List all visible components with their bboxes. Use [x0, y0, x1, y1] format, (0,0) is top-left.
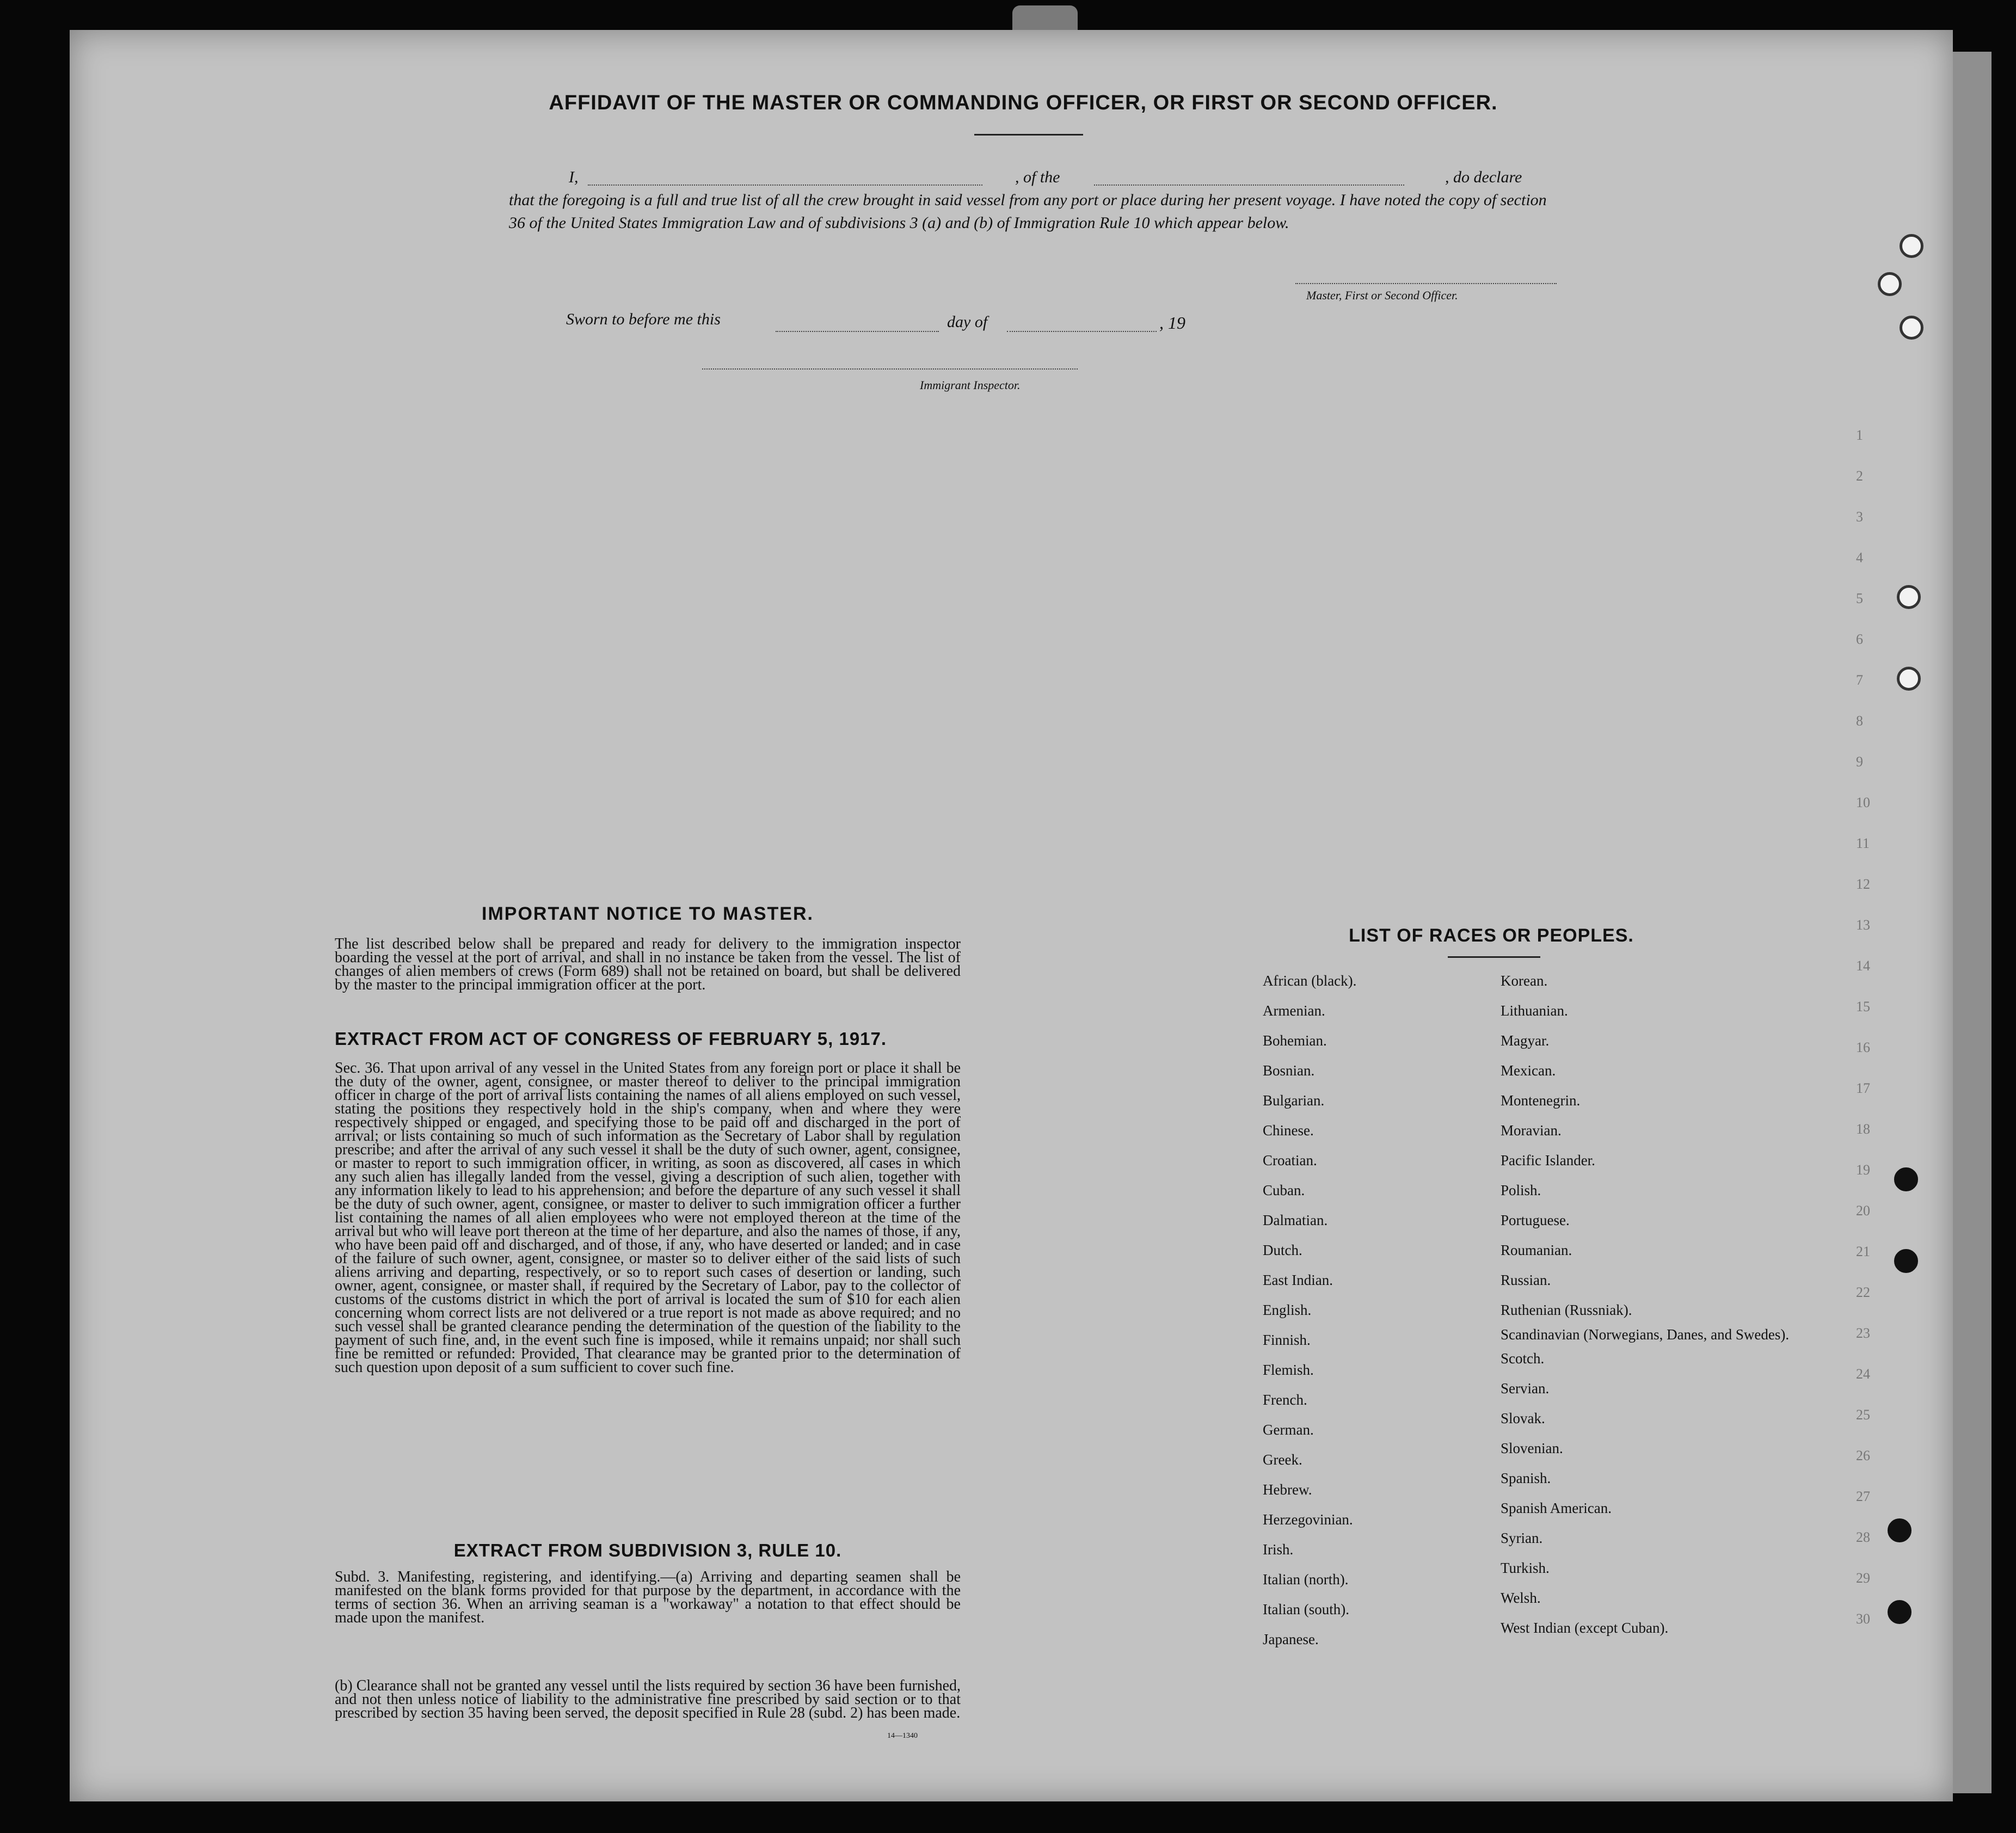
- margin-row-number: 4: [1856, 550, 1863, 565]
- margin-row-number: 20: [1856, 1203, 1870, 1219]
- inspector-signature-line: [702, 367, 1078, 370]
- margin-row-number: 1: [1856, 427, 1863, 443]
- margin-row-number: 27: [1856, 1488, 1870, 1504]
- race-item: Lithuanian.: [1501, 1002, 1568, 1019]
- punch-hole: [1900, 316, 1923, 340]
- margin-row-number: 15: [1856, 999, 1870, 1014]
- act-extract-heading: EXTRACT FROM ACT OF CONGRESS OF FEBRUARY 5, 1917.: [335, 1029, 887, 1049]
- race-item: Mexican.: [1501, 1062, 1556, 1079]
- races-rule: [1448, 956, 1540, 958]
- margin-row-number: 29: [1856, 1570, 1870, 1586]
- race-item: Bulgarian.: [1263, 1092, 1325, 1109]
- race-item: Servian.: [1501, 1380, 1550, 1397]
- margin-row-number: 23: [1856, 1325, 1870, 1341]
- punch-hole: [1894, 1167, 1918, 1191]
- margin-row-number: 17: [1856, 1080, 1870, 1096]
- margin-row-number: 30: [1856, 1611, 1870, 1627]
- margin-row-number: 9: [1856, 754, 1863, 770]
- name-line: [588, 184, 982, 186]
- race-item: Roumanian.: [1501, 1242, 1572, 1258]
- notice-text: The list described below shall be prepared and ready for delivery to the immigration inspector boarding the vessel at the port of arrival, and shall in no instance be taken from the vessel. The list of changes of alien members of crews (Form 689) shall not be retained on board, but shall be delivered by the master to the principal immigration officer at the port.: [335, 936, 961, 993]
- race-item: Magyar.: [1501, 1032, 1550, 1049]
- punch-hole: [1894, 1249, 1918, 1273]
- margin-row-number: 26: [1856, 1448, 1870, 1463]
- punch-hole: [1897, 667, 1921, 691]
- form-number: 14—1340: [887, 1732, 918, 1740]
- race-item: Chinese.: [1263, 1122, 1314, 1139]
- race-item: East Indian.: [1263, 1272, 1333, 1288]
- race-item: Slovak.: [1501, 1410, 1545, 1426]
- margin-row-number: 21: [1856, 1244, 1870, 1259]
- do-declare-label: , do declare: [1445, 168, 1522, 186]
- section-36-text: Sec. 36. That upon arrival of any vessel in the United States from any foreign port or place it shall be the duty of the owner, agent, consignee, or master thereof to deliver to the principal immigration officer in charge of the port of arrival lists containing the names of all aliens employed on such vessel, stating the positions they respectively hold in the ship's company, when and where they were respectively shipped or engaged, and specifying those to be paid off and discharged in the port of arrival; or lists containing so much of such information as the Secretary of Labor shall by regulation prescribe; and after the arrival of any such vessel it shall be the duty of such owner, agent, consignee, or master to report to such immigration officer, in writing, as soon as discovered, all cases in which any such alien has illegally landed from the vessel, giving a description of such alien, together with any information likely to lead to his apprehension; and before the departure of any such vessel it shall be the duty of such owner, agent, consignee, or master to deliver to such immigration officer a further list containing the names of all alien employees who were not employed thereon at the time of the arrival but who will leave port thereon at the time of her departure, and also the names of those, if any, who have been paid off and discharged, and of those, if any, who have deserted or landed; and in case of the failure of such owner, agent, consignee, or master so to deliver either of the said lists of such aliens arriving and departing, respectively, or so to report such cases of desertion or landing, such owner, agent, consignee, or master shall, if required by the Secretary of Labor, pay to the collector of customs of the customs district in which the port of arrival is located the sum of $10 for each alien concerning whom correct lists are not delivered or a true report is not made as above required; and no such vessel shall be granted clearance pending the determination of the question of the liability to the payment of such fine, and, in the event such fine is imposed, while it remains unpaid; nor shall such fine be remitted or refunded: Provided, That clearance may be granted prior to the determination of such question upon deposit of a sum sufficient to cover such fine.: [335, 1060, 961, 1376]
- punch-hole: [1900, 234, 1923, 258]
- race-item: Scandinavian (Norwegians, Danes, and Swedes).: [1501, 1326, 1790, 1343]
- races-column-1: [1263, 966, 1356, 1654]
- punch-hole: [1888, 1600, 1911, 1624]
- year-label: , 19: [1159, 313, 1185, 333]
- races-column-2: [1501, 966, 1789, 1643]
- day-of-label: day of: [947, 313, 988, 331]
- margin-row-number: 22: [1856, 1284, 1870, 1300]
- sworn-day-line: [776, 330, 939, 332]
- margin-row-number: 12: [1856, 876, 1870, 892]
- race-item: Cuban.: [1263, 1182, 1305, 1198]
- vessel-line: [1094, 184, 1404, 186]
- punch-hole: [1888, 1518, 1911, 1542]
- race-item: Greek.: [1263, 1451, 1302, 1468]
- margin-row-number: 13: [1856, 917, 1870, 933]
- race-item: English.: [1263, 1302, 1312, 1318]
- affidavit-first-line: [509, 166, 1554, 189]
- margin-row-number: 10: [1856, 795, 1870, 810]
- master-signature-label: Master, First or Second Officer.: [1306, 288, 1458, 302]
- race-item: Hebrew.: [1263, 1481, 1312, 1498]
- affidavit-block: [509, 166, 1554, 235]
- sworn-label: Sworn to before me this: [566, 310, 721, 328]
- race-item: Slovenian.: [1501, 1440, 1563, 1456]
- master-signature-line: [1295, 282, 1557, 284]
- race-item: Flemish.: [1263, 1362, 1314, 1378]
- race-item: Moravian.: [1501, 1122, 1562, 1139]
- race-item: French.: [1263, 1392, 1307, 1408]
- race-item: Dutch.: [1263, 1242, 1302, 1258]
- subdivision-3b-text: (b) Clearance shall not be granted any vessel until the lists required by section 36 have been furnished, and not then unless notice of liability to the administrative fine prescribed by said section or to that prescribed by section 35 having been served, the deposit specified in Rule 28 (subd. 2) has been made.: [335, 1677, 961, 1721]
- margin-row-number: 14: [1856, 958, 1870, 974]
- race-item: West Indian (except Cuban).: [1501, 1620, 1669, 1636]
- i-label: I,: [569, 168, 579, 186]
- race-item: Croatian.: [1263, 1152, 1317, 1168]
- race-item: Italian (north).: [1263, 1571, 1349, 1588]
- margin-row-number: 5: [1856, 591, 1863, 606]
- race-item: Pacific Islander.: [1501, 1152, 1595, 1168]
- race-item: Scotch.: [1501, 1350, 1545, 1367]
- margin-row-number: 18: [1856, 1121, 1870, 1137]
- margin-row-number: 6: [1856, 631, 1863, 647]
- race-item: Finnish.: [1263, 1332, 1311, 1348]
- race-item: Herzegovinian.: [1263, 1511, 1353, 1528]
- race-item: Russian.: [1501, 1272, 1551, 1288]
- race-item: Syrian.: [1501, 1530, 1543, 1546]
- punch-hole: [1878, 272, 1902, 296]
- margin-row-number: 24: [1856, 1366, 1870, 1382]
- race-item: Bohemian.: [1263, 1032, 1327, 1049]
- race-item: German.: [1263, 1422, 1314, 1438]
- rule-extract-heading: EXTRACT FROM SUBDIVISION 3, RULE 10.: [453, 1540, 842, 1560]
- margin-row-number: 28: [1856, 1529, 1870, 1545]
- margin-row-number: 11: [1856, 835, 1870, 851]
- margin-row-number: 16: [1856, 1039, 1870, 1055]
- race-item: Ruthenian (Russniak).: [1501, 1302, 1632, 1318]
- margin-row-number: 8: [1856, 713, 1863, 729]
- race-item: Spanish.: [1501, 1470, 1551, 1486]
- inspector-label: Immigrant Inspector.: [920, 378, 1021, 392]
- race-item: Korean.: [1501, 973, 1548, 989]
- title-rule: [974, 134, 1083, 136]
- race-item: Dalmatian.: [1263, 1212, 1328, 1228]
- notice-heading: IMPORTANT NOTICE TO MASTER.: [482, 903, 814, 924]
- margin-row-number: 25: [1856, 1407, 1870, 1423]
- race-item: Armenian.: [1263, 1002, 1325, 1019]
- race-item: Welsh.: [1501, 1590, 1541, 1606]
- month-line: [1007, 330, 1157, 332]
- races-heading: LIST OF RACES OR PEOPLES.: [1349, 925, 1634, 946]
- race-item: Portuguese.: [1501, 1212, 1570, 1228]
- race-item: Polish.: [1501, 1182, 1541, 1198]
- race-item: Bosnian.: [1263, 1062, 1315, 1079]
- race-item: African (black).: [1263, 973, 1357, 989]
- race-item: Montenegrin.: [1501, 1092, 1581, 1109]
- margin-row-number: 7: [1856, 672, 1863, 688]
- affidavit-body: that the foregoing is a full and true list of all the crew brought in said vessel from any port or place during her present voyage. I have noted the copy of section 36 of the United States Immigration Law and of subdivisions 3 (a) and (b) of Immigration Rule 10 which appear below.: [509, 191, 1547, 232]
- race-item: Italian (south).: [1263, 1601, 1349, 1617]
- affidavit-title: AFFIDAVIT OF THE MASTER OR COMMANDING OFFICER, OR FIRST OR SECOND OFFICER.: [549, 91, 1498, 114]
- race-item: Irish.: [1263, 1541, 1294, 1558]
- margin-row-number: 19: [1856, 1162, 1870, 1178]
- race-item: Turkish.: [1501, 1560, 1550, 1576]
- margin-row-number: 3: [1856, 509, 1863, 525]
- punch-hole: [1897, 585, 1921, 609]
- race-item: Japanese.: [1263, 1631, 1319, 1647]
- of-the-label: , of the: [1015, 168, 1060, 186]
- subdivision-3a-text: Subd. 3. Manifesting, registering, and identifying.—(a) Arriving and departing seamen shall be manifested on the blank forms provided for that purpose by the department, in accordance with the terms of section 36. When an arriving seaman is a "workaway" a notation to that effect should be made upon the manifest.: [335, 1568, 961, 1626]
- race-item: Spanish American.: [1501, 1500, 1612, 1516]
- margin-row-number: 2: [1856, 468, 1863, 484]
